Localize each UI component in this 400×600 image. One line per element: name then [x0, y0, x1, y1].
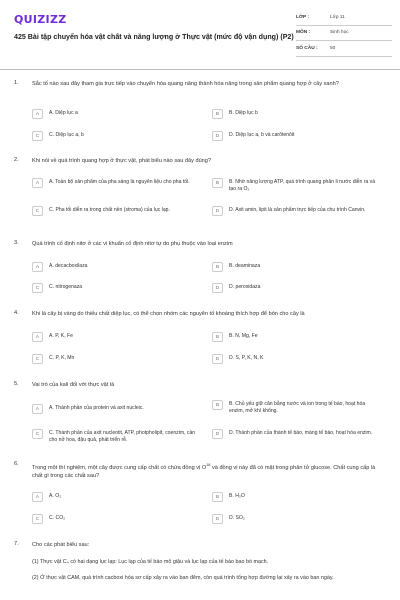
question-text: [32, 461, 386, 481]
option-b[interactable]: [212, 401, 380, 416]
option-c[interactable]: [32, 132, 200, 141]
meta-row-grade: [296, 10, 392, 26]
option-letter: D: [212, 514, 223, 524]
option-letter: A: [32, 492, 43, 502]
option-text: B. N, Mg, Fe: [229, 333, 258, 339]
option-text: D. peroxidaza: [229, 284, 261, 290]
meta-label: SỐ CÂU :: [296, 45, 318, 51]
question-text: Sắc tố nào sau đây tham gia trực tiếp vào chuyển hóa quang năng thành hóa năng trong sản phẩm quang hợp ở cây xanh?: [32, 81, 339, 87]
option-letter: A: [32, 262, 43, 272]
option-d[interactable]: [212, 430, 380, 439]
option-letter: C: [32, 354, 43, 364]
option-d[interactable]: [212, 284, 380, 293]
option-text: B. deaminaza: [229, 263, 261, 269]
option-text: B. Nhờ năng lượng ATP, quá trình quang phân li nước diễn ra và tạo ra O₂: [229, 179, 376, 193]
isotope-superscript: 18: [206, 463, 211, 467]
option-text: D. S, P, K, N, K: [229, 355, 264, 361]
meta-row-count: [296, 41, 392, 57]
option-letter: C: [32, 206, 43, 216]
question-text: Khi nói về quá trình quang hợp ở thực vật, phát biểu nào sau đây đúng?: [32, 158, 212, 164]
option-text: A. decacboxilaza: [49, 263, 88, 269]
option-d[interactable]: [212, 132, 380, 141]
option-c[interactable]: [32, 430, 200, 445]
meta-row-subject: [296, 26, 392, 42]
statement-2: (2) Ở thực vật CAM, quá trình cacboxi hóa sơ cấp xảy ra vào ban đêm, còn quá trình tổng hợp đường lại xảy ra vào ban ngày.: [32, 575, 334, 581]
option-a[interactable]: [32, 333, 200, 342]
option-letter: D: [212, 429, 223, 439]
meta-label: LỚP :: [296, 14, 310, 20]
page-title: 425 Bài tập chuyển hóa vật chất và năng lượng ở Thực vật (mức độ vận dụng) (P2): [14, 33, 294, 41]
question-number: 5.: [14, 381, 19, 387]
option-text: D. Diệp lục a, b và carôtenôit: [229, 132, 295, 138]
option-letter: B: [212, 178, 223, 188]
option-c[interactable]: [32, 284, 200, 293]
question-number: 1.: [14, 80, 19, 86]
option-b[interactable]: [212, 493, 380, 502]
option-text: C. P, K, Mn: [49, 355, 75, 361]
option-b[interactable]: [212, 333, 380, 342]
question-number: 4.: [14, 310, 19, 316]
option-text: A. Thành phần của protein và axit nucleic.: [49, 405, 144, 411]
question-number: 7.: [14, 541, 19, 547]
meta-label: MÔN :: [296, 30, 311, 36]
option-a[interactable]: [32, 263, 200, 272]
option-text: B. Chủ yếu giữ cân bằng nước và ion trong tế bào, hoạt hóa enzim, mở khí khổng.: [229, 401, 366, 415]
option-letter: A: [32, 332, 43, 342]
option-d[interactable]: [212, 207, 380, 216]
question-text: Khi lá cây bị vàng do thiếu chất diệp lục, có thể chọn nhóm các nguyên tố khoáng thích hợp để bón cho cây là: [32, 311, 305, 317]
option-letter: B: [212, 262, 223, 272]
option-letter: C: [32, 429, 43, 439]
quizizz-logo: QUIZIZZ: [14, 13, 67, 26]
meta-value: Sinh học: [330, 30, 349, 36]
option-text: A. P, K, Fe: [49, 333, 73, 339]
option-letter: B: [212, 400, 223, 410]
option-text: C. Pha tối diễn ra trong chất nền (stroma) của lục lạp.: [49, 207, 170, 213]
option-c[interactable]: [32, 515, 200, 524]
meta-value: Lớp 11: [330, 14, 345, 20]
question-number: 2.: [14, 157, 19, 163]
option-text: C. Diệp lục a, b: [49, 132, 84, 138]
option-text: A. O₂: [49, 493, 62, 499]
option-letter: C: [32, 283, 43, 293]
option-text: C. CO₂: [49, 515, 66, 521]
question-text: Quá trình cố định nitơ ở các vi khuẩn cố định nitơ tự do phụ thuộc vào loại enzim: [32, 241, 233, 247]
option-letter: B: [212, 492, 223, 502]
option-text: B. H₂O: [229, 493, 245, 499]
option-text: D. SO₂: [229, 515, 245, 521]
worksheet-header: [0, 0, 400, 70]
question-text-part: và đồng vị này đã có mặt trong phân tử glucose. Chất cung cấp là chất gì trong các chất sau?: [32, 464, 376, 480]
option-b[interactable]: [212, 179, 380, 194]
option-letter: B: [212, 109, 223, 119]
option-text: A. Diệp lục a: [49, 110, 78, 116]
meta-table: [296, 10, 392, 57]
option-text: A. Toàn bộ sản phẩm của pha sáng là nguyên liệu cho pha tối.: [49, 179, 190, 185]
option-c[interactable]: [32, 207, 200, 216]
option-d[interactable]: [212, 355, 380, 364]
option-a[interactable]: [32, 493, 200, 502]
option-a[interactable]: [32, 179, 200, 188]
option-text: D. Thành phần của thành tế bào, màng tế bào, hoạt hóa enzim.: [229, 430, 373, 436]
option-b[interactable]: [212, 263, 380, 272]
question-number: 6.: [14, 461, 19, 467]
option-b[interactable]: [212, 110, 380, 119]
option-letter: A: [32, 178, 43, 188]
option-letter: A: [32, 109, 43, 119]
option-a[interactable]: [32, 110, 200, 119]
option-letter: D: [212, 283, 223, 293]
option-d[interactable]: [212, 515, 380, 524]
question-text: Vai trò của kali đối với thực vật là: [32, 382, 115, 388]
option-letter: D: [212, 131, 223, 141]
option-letter: A: [32, 404, 43, 414]
option-letter: B: [212, 332, 223, 342]
option-letter: C: [32, 514, 43, 524]
option-text: D. Axit amin, lipit là sản phẩm trực tiếp của chu trình Canvin.: [229, 207, 366, 213]
option-letter: D: [212, 354, 223, 364]
question-text-part: Trong một thí nghiệm, một cây được cung cấp chất có chứa đồng vị O: [32, 464, 207, 471]
meta-value: 50: [330, 45, 336, 51]
option-text: C. Thành phần của axit nucleotit, ATP, photpholipit, coenzim, cần cho nở hoa, đậu quả, phát triển rễ.: [49, 430, 196, 444]
option-text: C. nitrogenaza: [49, 284, 83, 290]
option-letter: C: [32, 131, 43, 141]
question-number: 3.: [14, 240, 19, 246]
statement-1: (1) Thực vật C₄ có hai dạng lục lạp: Lục lạp của tế bào mô giậu và lục lạp của tế bào bao bó mạch.: [32, 559, 269, 565]
option-c[interactable]: [32, 355, 200, 364]
option-text: B. Diệp lục b: [229, 110, 258, 116]
option-letter: D: [212, 206, 223, 216]
option-a[interactable]: [32, 405, 200, 414]
question-text: Cho các phát biểu sau:: [32, 542, 90, 548]
